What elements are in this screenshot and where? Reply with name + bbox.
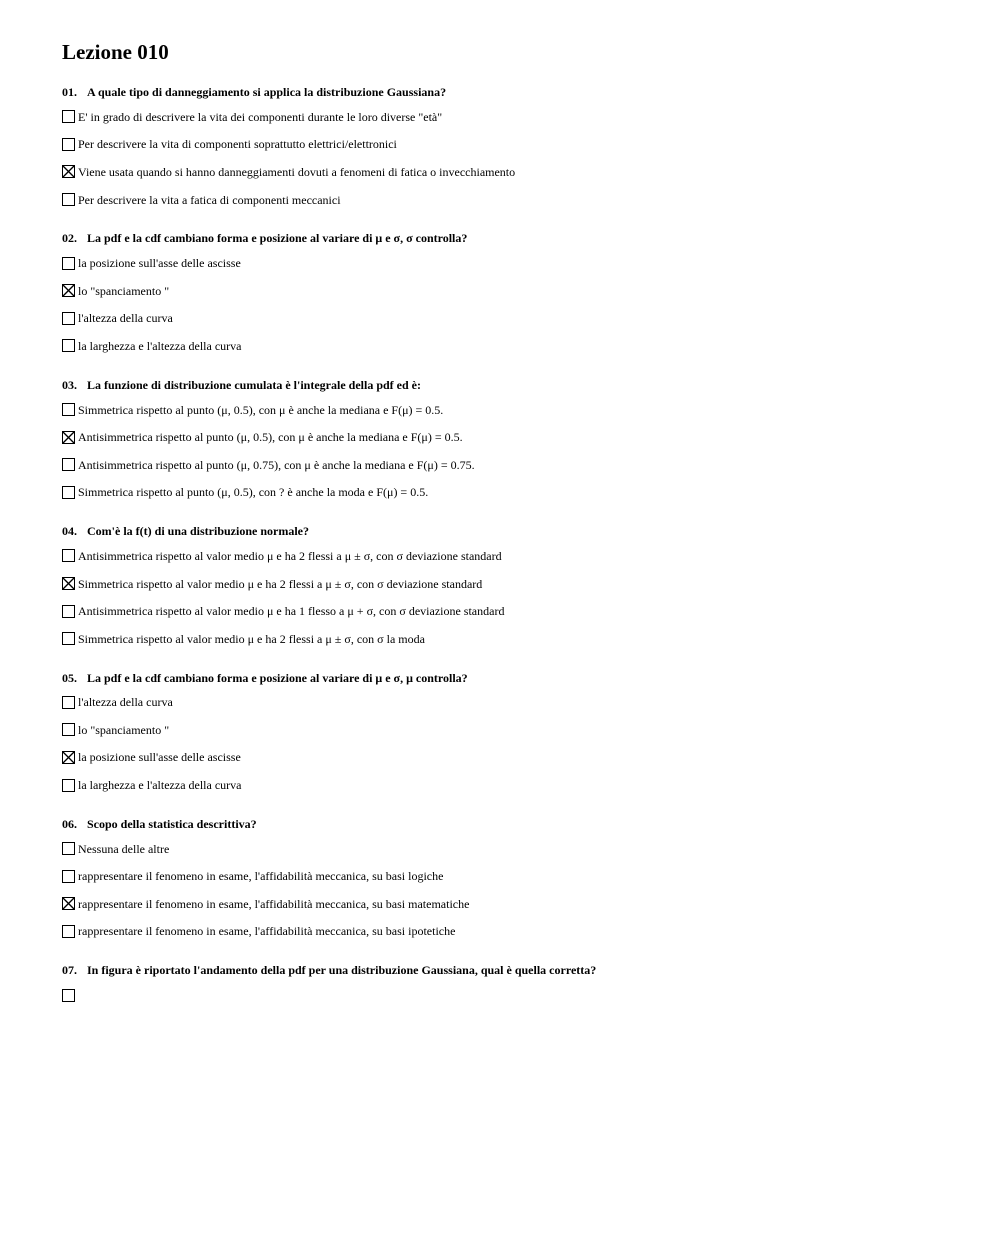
option-list	[62, 981, 962, 1009]
question-text	[62, 813, 962, 835]
answer-option[interactable]	[62, 249, 962, 277]
check-x-icon	[62, 897, 75, 910]
answer-option[interactable]	[62, 744, 962, 772]
option-list	[62, 542, 962, 652]
question	[62, 374, 962, 506]
checkbox-unchecked[interactable]	[62, 696, 75, 709]
checkbox-unchecked[interactable]	[62, 779, 75, 792]
checkbox-unchecked[interactable]	[62, 110, 75, 123]
question-text	[62, 227, 962, 249]
checkbox-unchecked[interactable]	[62, 605, 75, 618]
checkbox-unchecked[interactable]	[62, 403, 75, 416]
question	[62, 520, 962, 652]
checkbox-checked[interactable]	[62, 897, 75, 910]
check-x-icon	[62, 577, 75, 590]
option-label: rappresentare il fenomeno in esame, l'affidabilità meccanica, su basi ipotetiche	[78, 924, 456, 939]
answer-option[interactable]	[62, 332, 962, 360]
checkbox-unchecked[interactable]	[62, 632, 75, 645]
answer-option[interactable]	[62, 186, 962, 214]
question-number: 05.	[62, 670, 77, 685]
option-label: Simmetrica rispetto al punto (μ, 0.5), con ? è anche la moda e F(μ) = 0.5.	[78, 485, 429, 500]
answer-option[interactable]	[62, 451, 962, 479]
question-number: 03.	[62, 377, 77, 392]
question-text	[62, 667, 962, 689]
option-label: Simmetrica rispetto al valor medio μ e ha 2 flessi a μ ± σ, con σ deviazione standard	[78, 576, 483, 591]
question-body: La funzione di distribuzione cumulata è l'integrale della pdf ed è:	[87, 377, 422, 392]
answer-option[interactable]	[62, 625, 962, 653]
answer-option[interactable]	[62, 835, 962, 863]
question-body: La pdf e la cdf cambiano forma e posizione al variare di μ e σ, σ controlla?	[87, 231, 468, 246]
question-number: 06.	[62, 816, 77, 831]
question-text	[62, 959, 962, 981]
option-label: la larghezza e l'altezza della curva	[78, 338, 242, 353]
answer-option[interactable]	[62, 890, 962, 918]
answer-option[interactable]	[62, 597, 962, 625]
option-label: Antisimmetrica rispetto al punto (μ, 0.5), con μ è anche la mediana e F(μ) = 0.5.	[78, 430, 463, 445]
option-label: Simmetrica rispetto al punto (μ, 0.5), con μ è anche la mediana e F(μ) = 0.5.	[78, 402, 444, 417]
option-label: l'altezza della curva	[78, 695, 173, 710]
question-body: Scopo della statistica descrittiva?	[87, 816, 257, 831]
checkbox-unchecked[interactable]	[62, 925, 75, 938]
checkbox-unchecked[interactable]	[62, 842, 75, 855]
question	[62, 227, 962, 359]
answer-option[interactable]	[62, 771, 962, 799]
question-body: A quale tipo di danneggiamento si applica la distribuzione Gaussiana?	[87, 85, 447, 99]
checkbox-unchecked[interactable]	[62, 312, 75, 325]
question-text	[62, 520, 962, 542]
checkbox-unchecked[interactable]	[62, 723, 75, 736]
answer-option[interactable]	[62, 158, 962, 186]
option-list	[62, 396, 962, 506]
option-label: E' in grado di descrivere la vita dei componenti durante le loro diverse "età"	[78, 109, 443, 124]
option-label: Simmetrica rispetto al valor medio μ e ha 2 flessi a μ ± σ, con σ la moda	[78, 631, 425, 646]
option-label: Antisimmetrica rispetto al valor medio μ e ha 2 flessi a μ ± σ, con σ deviazione standard	[78, 548, 502, 563]
answer-option[interactable]	[62, 131, 962, 159]
option-label: lo "spanciamento "	[78, 283, 170, 298]
checkbox-unchecked[interactable]	[62, 870, 75, 883]
option-label: Viene usata quando si hanno danneggiamenti dovuti a fenomeni di fatica o invecchiamento	[78, 164, 516, 179]
option-label: lo "spanciamento "	[78, 722, 170, 737]
question-body: La pdf e la cdf cambiano forma e posizione al variare di μ e σ, μ controlla?	[87, 670, 468, 685]
page-title: Lezione 010	[62, 40, 169, 64]
checkbox-unchecked[interactable]	[62, 458, 75, 471]
option-list	[62, 835, 962, 945]
question-number: 04.	[62, 524, 77, 539]
checkbox-unchecked[interactable]	[62, 193, 75, 206]
option-label: l'altezza della curva	[78, 311, 173, 326]
check-x-icon	[62, 431, 75, 444]
question-body: Com'è la f(t) di una distribuzione normale?	[87, 524, 309, 539]
answer-option[interactable]	[62, 277, 962, 305]
answer-option[interactable]	[62, 305, 962, 333]
question-list	[62, 81, 962, 1009]
question-number: 02.	[62, 231, 77, 246]
answer-option[interactable]	[62, 862, 962, 890]
question-number: 01.	[62, 85, 77, 99]
option-label: rappresentare il fenomeno in esame, l'affidabilità meccanica, su basi logiche	[78, 869, 444, 884]
answer-option[interactable]	[62, 918, 962, 946]
checkbox-checked[interactable]	[62, 165, 75, 178]
question	[62, 81, 962, 213]
question-body: In figura è riportato l'andamento della pdf per una distribuzione Gaussiana, qual è quella corretta?	[87, 963, 597, 978]
answer-option[interactable]	[62, 542, 962, 570]
answer-option[interactable]	[62, 423, 962, 451]
question-number: 07.	[62, 963, 77, 978]
checkbox-unchecked[interactable]	[62, 138, 75, 151]
option-label: rappresentare il fenomeno in esame, l'affidabilità meccanica, su basi matematiche	[78, 896, 470, 911]
option-label: Nessuna delle altre	[78, 841, 170, 856]
option-label: Per descrivere la vita a fatica di componenti meccanici	[78, 192, 341, 207]
answer-option[interactable]	[62, 981, 962, 1009]
checkbox-unchecked[interactable]	[62, 989, 75, 1002]
option-list	[62, 689, 962, 799]
checkbox-checked[interactable]	[62, 284, 75, 297]
checkbox-unchecked[interactable]	[62, 486, 75, 499]
option-label: la larghezza e l'altezza della curva	[78, 778, 242, 793]
option-list	[62, 249, 962, 359]
option-label: Antisimmetrica rispetto al valor medio μ e ha 1 flesso a μ + σ, con σ deviazione standard	[78, 604, 505, 619]
question	[62, 959, 962, 1009]
question	[62, 813, 962, 945]
answer-option[interactable]	[62, 479, 962, 507]
checkbox-checked[interactable]	[62, 431, 75, 444]
check-x-icon	[62, 284, 75, 297]
option-label: Antisimmetrica rispetto al punto (μ, 0.75), con μ è anche la mediana e F(μ) = 0.75.	[78, 457, 475, 472]
check-x-icon	[62, 165, 75, 178]
checkbox-unchecked[interactable]	[62, 339, 75, 352]
checkbox-unchecked[interactable]	[62, 257, 75, 270]
answer-option[interactable]	[62, 396, 962, 424]
question	[62, 667, 962, 799]
checkbox-unchecked[interactable]	[62, 549, 75, 562]
question-text	[62, 374, 962, 396]
checkbox-checked[interactable]	[62, 577, 75, 590]
answer-option[interactable]	[62, 716, 962, 744]
document-page	[62, 38, 962, 1009]
option-label: Per descrivere la vita di componenti soprattutto elettrici/elettronici	[78, 137, 397, 152]
answer-option[interactable]	[62, 570, 962, 598]
option-list	[62, 103, 962, 213]
question-text	[62, 81, 962, 103]
checkbox-checked[interactable]	[62, 751, 75, 764]
answer-option[interactable]	[62, 689, 962, 717]
answer-option[interactable]	[62, 103, 962, 131]
option-label: la posizione sull'asse delle ascisse	[78, 256, 241, 271]
option-label: la posizione sull'asse delle ascisse	[78, 750, 241, 765]
check-x-icon	[62, 751, 75, 764]
